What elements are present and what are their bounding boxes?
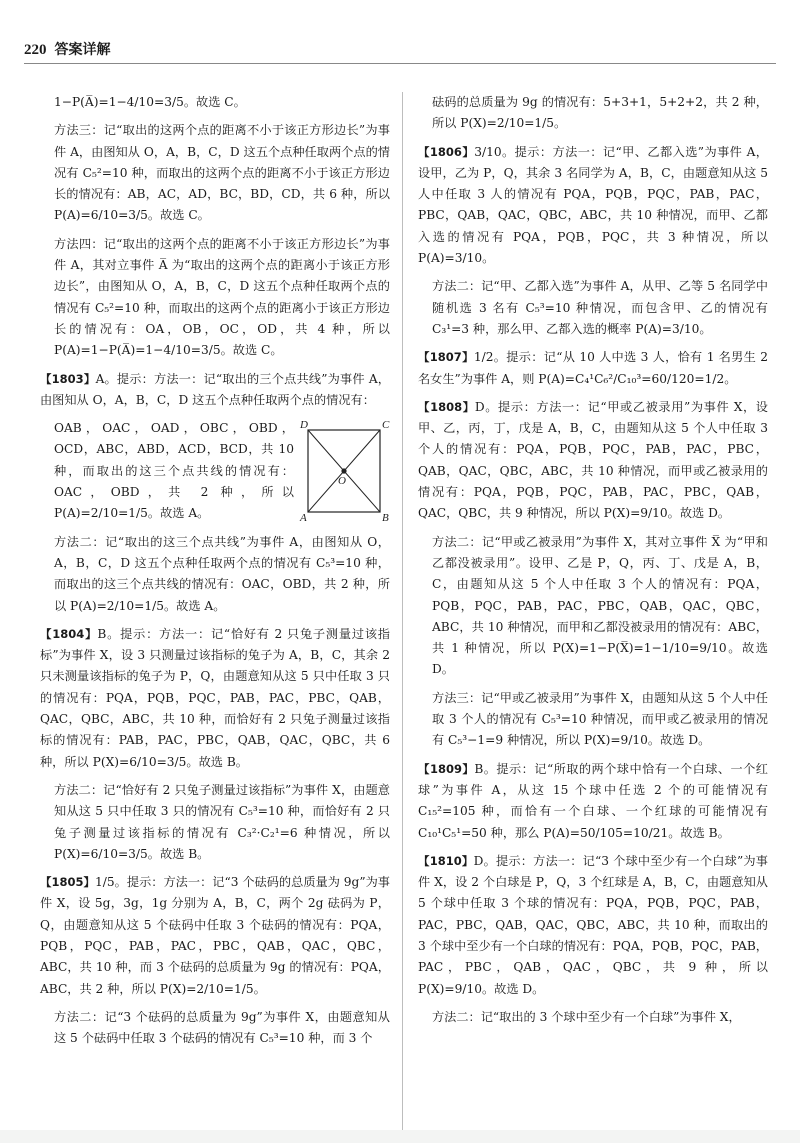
question-number: 【1809】 <box>418 761 475 776</box>
label-b: B <box>382 512 389 523</box>
paragraph: 方法二：记“甲、乙都入选”为事件 A，从甲、乙等 5 名同学中随机选 3 名有 C₅³=10 种情况，而包含甲、乙的情况有 C₃¹=3 种，那么甲、乙都入选的概率 P(A)=3/10。 <box>432 279 768 336</box>
paragraph: 方法二：记“恰好有 2 只兔子测量过该指标”为事件 X，由题意知从这 5 只中任取 3 只的情况有 C₅³=10 种，而恰好有 2 只兔子测量过该指标的情况有 C₃²·C₂¹=6 种情况，所以 P(X)=6/10=3/5。故选 B。 <box>54 782 390 861</box>
answer-1803: 【1803】A。提示：方法一：记“取出的三个点共线”为事件 A，由图知从 O，A，B，C，D 这五个点种任取两个点的情况有： <box>40 371 390 407</box>
answer-1808: 【1808】D。提示：方法一：记“甲或乙被录用”为事件 X，设甲、乙，丙，丁，戊是 A，B，C，由题知从这 5 个人中任取 3 个人的情况有：PQA，PQB，PQC，PAB，PAC，PBC，QAB，QAC，QBC，ABC，共 10 种情况，而甲或乙被录用的情况有：PQA，PQB，PQC，PAB，PAC，PBC，QAB，QAC，QBC，共 9 种情况，所以 P(X)=9/10。故选 D。 <box>418 399 768 521</box>
paragraph: 方法二：记“取出的 3 个球中至少有一个白球”为事件 X， <box>432 1009 741 1024</box>
answer-1809: 【1809】B。提示：记“所取的两个球中恰有一个白球、一个红球”为事件 A，从这 15 个球中任选 2 个的可能情况有 C₁₅²=105 种，而恰有一个白球、一个红球的可能情况有 C₁₀¹C₅¹=50 种，那么 P(A)=50/105=10/21。故选 B。 <box>418 761 768 840</box>
answer-1810: 【1810】D。提示：方法一：记“3 个球中至少有一个白球”为事件 X，设 2 个白球是 P，Q，3 个红球是 A，B，C，由题意知从 5 个球中任取 3 个球的情况有：PQA，PQB，PQC，PAB，PAC，PBC，QAB，QAC，QBC，ABC，共 10 种，而取出的 3 个球中至少有一个白球的情况有：PQA，PQB，PQC，PAB，PAC，PBC，QAB，QAC，QBC，共 9 种，所以 P(X)=9/10。故选 D。 <box>418 853 768 996</box>
answer-1805: 【1805】1/5。提示：方法一：记“3 个砝码的总质量为 9g”为事件 X，设 5g，3g，1g 分别为 A，B，C，两个 2g 砝码为 P，Q，由题意知从这 5 个砝码中任取 3 个砝码的情况有：PQA，PQB，PQC，PAB，PAC，PBC，QAB，QAC，QBC，ABC，共 10 种，而 3 个砝码的总质量为 9g 的情况有：PQA，ABC，共 2 种，所以 P(X)=2/10=1/5。 <box>40 875 390 996</box>
paragraph: 1−P(A̅)=1−4/10=3/5。故选 C。 <box>54 95 246 109</box>
paragraph: 方法二：记“取出的这三个点共线”为事件 A，由图知从 O，A，B，C，D 这五个点种任取两个点的情况有 C₅³=10 种，而取出的这三个点共线的情况有：OAC，OBD，共 2 种，所以 P(A)=2/10=1/5。故选 A。 <box>54 534 390 613</box>
paragraph: 方法三：记“取出的这两个点的距离不小于该正方形边长”为事件 A，由图知从 O，A，B，C，D 这五个点种任取两个点的情况有 C₅²=10 种，而取出的这两个点的距离不小于该正方形边长的情况有：AB，AC，AD，BC，BD，CD，共 6 种，所以 P(A)=6/10=3/5。故选 C。 <box>54 123 390 223</box>
question-number: 【1810】 <box>418 853 474 868</box>
answer-1804: 【1804】B。提示：方法一：记“恰好有 2 只兔子测量过该指标”为事件 X，设 3 只测量过该指标的兔子为 A，B，C，其余 2 只未测量该指标的兔子为 P，Q，由题意知从这 5 只中任取 3 只的情况有：PQA，PQB，PQC，PAB，PAC，PBC，QAB，QAC，QBC，ABC，共 10 种，而恰好有 2 只兔子测量过该指标的情况有：PAB，PAC，PBC，QAB，QAC，QBC，共 6 种，所以 P(X)=6/10=3/5。故选 B。 <box>40 626 390 769</box>
question-number: 【1806】 <box>418 144 475 159</box>
label-a: A <box>300 512 307 523</box>
question-number: 【1807】 <box>418 350 474 365</box>
paragraph: 方法四：记“取出的这两个点的距离不小于该正方形边长”为事件 A，其对立事件 A̅ 为“取出的这两个点的距离小于该正方形边长”，由图知从 O，A，B，C，D 这五个点种任取两个点的情况有 C₅²=10 种，而取出的这两个点的距离小于该正方形边长的情况有：OA，OB，OC，OD，共 4 种，所以 P(A)=1−P(A̅)=1−4/10=3/5。故选 C。 <box>54 236 390 358</box>
paragraph: 砝码的总质量为 9g 的情况有：5+3+1，5+2+2，共 2 种，所以 P(X)=2/10=1/5。 <box>432 95 768 131</box>
figure-block <box>40 418 390 524</box>
answer-1807: 【1807】1/2。提示：记“从 10 人中选 3 人，恰有 1 名男生 2 名女生”为事件 A，则 P(A)=C₄¹C₆²/C₁₀³=60/120=1/2。 <box>418 350 768 386</box>
page-header <box>24 34 776 64</box>
label-o: O <box>338 475 346 488</box>
paragraph: OAB，OAC，OAD，OBC，OBD，OCD，ABC，ABD，ACD，BCD，共 10 种，而取出的这三个点共线的情况有：OAC，OBD，共 2 种，所以 P(A)=2/10=1/5。故选 A。 <box>54 421 294 521</box>
question-number: 【1803】 <box>40 371 96 386</box>
paragraph: 方法二：记“甲或乙被录用”为事件 X，其对立事件 X̅ 为“甲和乙都没被录用”。设甲、乙是 P，Q，丙、丁、戊是 A，B，C，由题知从这 5 个人中任取 3 个人的情况有：PQA，PQB，PQC，PAB，PAC，PBC，QAB，QAC，QBC，ABC，共 10 种情况，而甲和乙都没被录用的情况有：ABC，共 1 种情况，所以 P(X)=1−P(X̅)=1−1/10=9/10。故选 D。 <box>432 534 768 677</box>
center-point <box>341 469 346 474</box>
paragraph: 方法二：记“3 个砝码的总质量为 9g”为事件 X，由题意知从这 5 个砝码中任取 3 个砝码的情况有 C₅³=10 种，而 3 个 <box>54 1009 390 1046</box>
label-c: C <box>382 419 390 432</box>
page-title: 答案详解 <box>54 42 111 58</box>
square-diagram <box>298 418 390 522</box>
paragraph: 方法三：记“甲或乙被录用”为事件 X，由题知从这 5 个人中任取 3 个人的情况有 C₅³=10 种情况，而甲或乙被录用的情况有 C₅³−1=9 种情况，所以 P(X)=9/10。故选 D。 <box>432 690 768 748</box>
question-number: 【1804】 <box>40 626 98 641</box>
left-column <box>40 92 390 1056</box>
answer-1806: 【1806】3/10。提示：方法一：记“甲、乙都入选”为事件 A，设甲，乙为 P，Q，其余 3 名同学为 A，B，C，由题意知从这 5 人中任取 3 人的情况有 PQA，PQB，PQC，PAB，PAC，PBC，QAB，QAC，QBC，ABC，共 10 种情况，而甲、乙都入选的情况有 PQA，PQB，PQC，共 3 种情况，所以 P(A)=3/10。 <box>418 144 768 266</box>
question-number: 【1805】 <box>40 875 96 890</box>
page-bottom-edge <box>0 1130 800 1143</box>
right-column <box>418 92 768 1035</box>
column-divider <box>402 92 403 1132</box>
square-figure <box>298 418 390 522</box>
question-number: 【1808】 <box>418 399 475 414</box>
label-d: D <box>300 419 308 432</box>
page-number: 220 <box>24 42 47 58</box>
